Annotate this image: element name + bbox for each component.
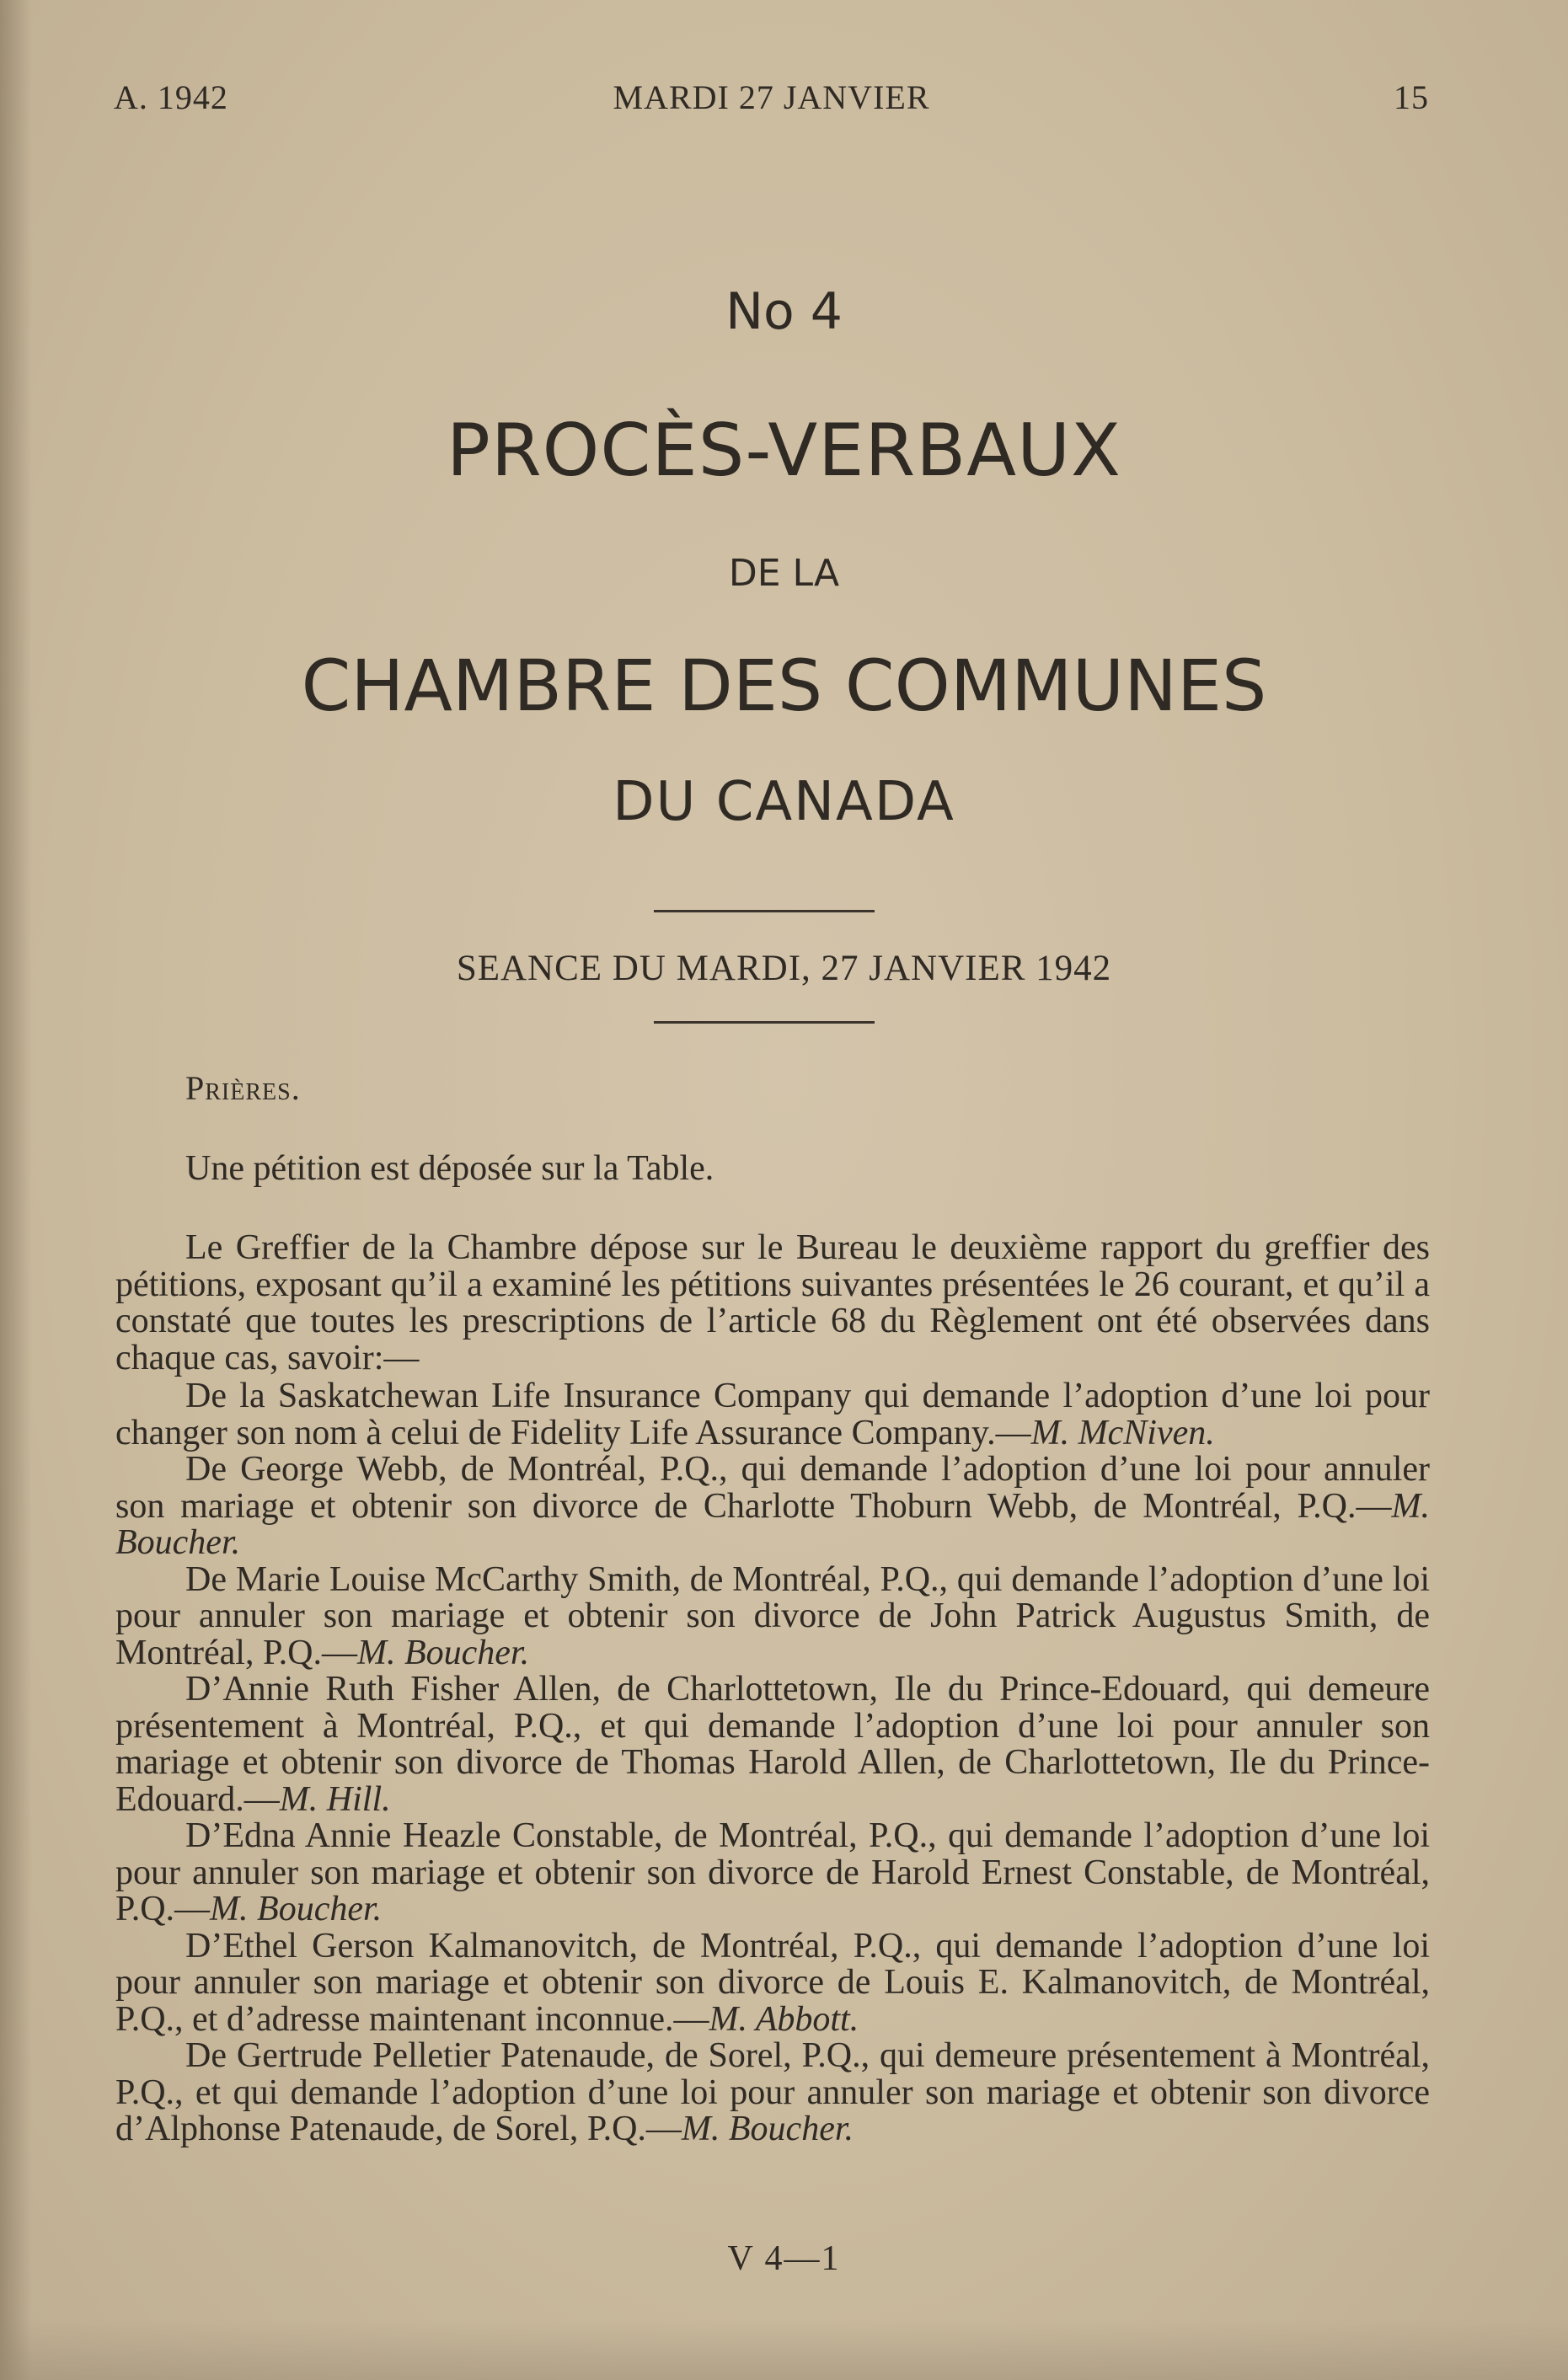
- running-head-year: A. 1942: [114, 78, 228, 116]
- running-head-date: MARDI 27 JANVIER: [613, 78, 930, 116]
- house-name: CHAMBRE DES COMMUNES: [301, 644, 1267, 727]
- document-title: PROCÈS-VERBAUX: [447, 409, 1121, 493]
- presenting-member: M. Abbott.: [709, 1999, 859, 2039]
- page-number: 15: [1394, 78, 1429, 116]
- petition-entry: [115, 1928, 1430, 2039]
- petition-text: D’Ethel Gerson Kalmanovitch, de Montréal, P.Q., qui demande l’adoption d’une loi pour annuler son mariage et obtenir son divorce de Louis E. Kalmanovitch, de Montréal, P.Q., et d’adresse maintenant inconnue.—: [115, 1926, 1430, 2039]
- petition-text: De Marie Louise McCarthy Smith, de Montréal, P.Q., qui demande l’adoption d’une loi pour annuler son mariage et obtenir son divorce de John Patrick Augustus Smith, de Montréal, P.Q.—: [115, 1559, 1430, 1672]
- country-name: DU CANADA: [613, 771, 955, 833]
- petition-text: D’Edna Annie Heazle Constable, de Montréal, P.Q., qui demande l’adoption d’une loi pour annuler son mariage et obtenir son divorce de Harold Ernest Constable, de Montréal, P.Q.—: [115, 1816, 1430, 1928]
- presenting-member: M. Boucher.: [357, 1633, 530, 1672]
- petition-entry: [115, 1559, 1430, 1672]
- petition-text: De Gertrude Pelletier Patenaude, de Sorel, P.Q., qui demeure présentement à Montréal, P.Q., et qui demande l’adoption d’une loi pour annuler son mariage et obtenir son divorce d’Alphonse Patenaude, de Sorel, P.Q.—: [115, 2036, 1430, 2148]
- petition-entry: [115, 2038, 1430, 2148]
- presenting-member: M. Boucher.: [115, 1486, 1430, 1562]
- petition-entry: [115, 1452, 1430, 1562]
- presenting-member: M. Hill.: [279, 1779, 391, 1819]
- clerk-report: [115, 1230, 1430, 1377]
- running-head: [114, 78, 1429, 120]
- petition-deposited-text: Une pétition est déposée sur la Table.: [185, 1149, 714, 1188]
- prayers-heading: Prières.: [185, 1069, 301, 1107]
- document-subtitle-de-la: DE LA: [728, 552, 840, 595]
- petition-list: [115, 1378, 1430, 2148]
- presenting-member: M. Boucher.: [210, 1890, 383, 1928]
- petition-entry: [115, 1818, 1430, 1928]
- petition-text: De George Webb, de Montréal, P.Q., qui demande l’adoption d’une loi pour annuler son mariage et obtenir son divorce de Charlotte Thoburn Webb, de Montréal, P.Q.—: [115, 1450, 1430, 1526]
- divider-rule-bottom: [654, 1021, 875, 1024]
- issue-number: No 4: [725, 282, 843, 341]
- printer-signature-mark: V 4—1: [727, 2239, 841, 2278]
- presenting-member: M. McNiven.: [1030, 1413, 1215, 1452]
- sitting-heading: SEANCE DU MARDI, 27 JANVIER 1942: [456, 949, 1112, 988]
- petition-entry: [115, 1671, 1430, 1818]
- petition-entry: [115, 1378, 1430, 1452]
- petition-text: De la Saskatchewan Life Insurance Company qui demande l’adoption d’une loi pour changer son nom à celui de Fidelity Life Assurance Company.—: [115, 1377, 1430, 1452]
- clerk-report-paragraph: Le Greffier de la Chambre dépose sur le Bureau le deuxième rapport du greffier des pétitions, exposant qu’il a examiné les pétitions suivantes présentées le 26 courant, et qu’il a constaté que toutes les prescriptions de l’article 68 du Règlement ont été observées dans chaque cas, savoir:—: [115, 1228, 1430, 1377]
- divider-rule-top: [654, 910, 875, 912]
- petition-text: D’Annie Ruth Fisher Allen, de Charlottetown, Ile du Prince-Edouard, qui demeure présentement à Montréal, P.Q., et qui demande l’adoption d’une loi pour annuler son mariage et obtenir son divorce de Thomas Harold Allen, de Charlottetown, Ile du Prince-Edouard.—: [115, 1670, 1430, 1819]
- presenting-member: M. Boucher.: [681, 2110, 854, 2148]
